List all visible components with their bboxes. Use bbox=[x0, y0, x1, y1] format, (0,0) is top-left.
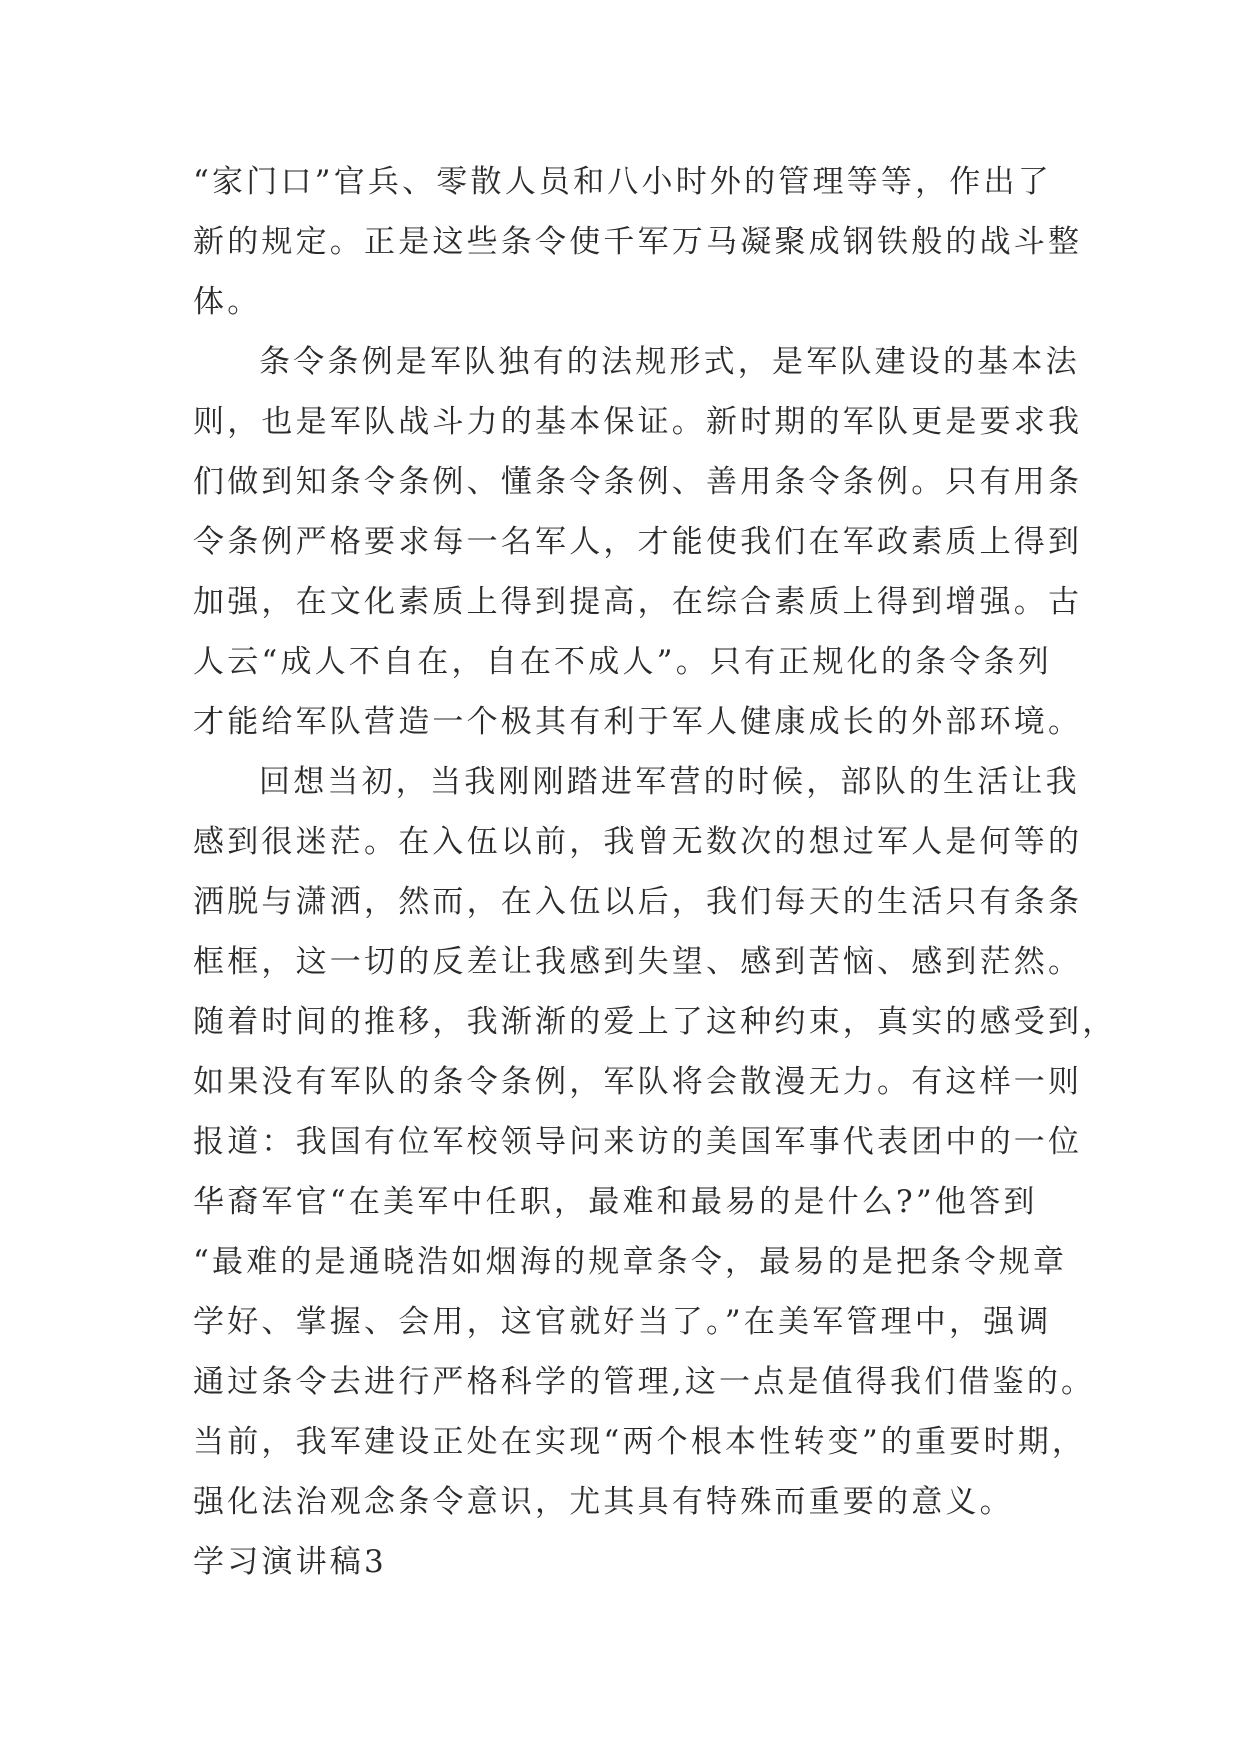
text-line: “最难的是通晓浩如烟海的规章条令，最易的是把条令规章 bbox=[193, 1244, 1068, 1280]
text-line: 框框，这一切的反差让我感到失望、感到苦恼、感到茫然。 bbox=[193, 944, 1083, 980]
text-line: 随着时间的推移，我渐渐的爱上了这种约束，真实的感受到， bbox=[193, 1004, 1117, 1040]
text-line: 条令条例是军队独有的法规形式，是军队建设的基本法 bbox=[259, 344, 1080, 380]
paragraph-3 bbox=[193, 752, 1117, 1532]
text-line: 回想当初，当我刚刚踏进军营的时候，部队的生活让我 bbox=[259, 764, 1080, 800]
text-line: 们做到知条令条例、懂条令条例、善用条令条例。只有用条 bbox=[193, 464, 1083, 500]
text-line: 感到很迷茫。在入伍以前，我曾无数次的想过军人是何等的 bbox=[193, 824, 1083, 860]
paragraph-1 bbox=[193, 152, 1083, 332]
text-line: 则，也是军队战斗力的基本保证。新时期的军队更是要求我 bbox=[193, 404, 1083, 440]
section-heading: 学习演讲稿3 bbox=[193, 1544, 387, 1580]
text-line: 强化法治观念条令意识，尤其具有特殊而重要的意义。 bbox=[193, 1484, 1014, 1520]
text-line: 如果没有军队的条令条例，军队将会散漫无力。有这样一则 bbox=[193, 1064, 1083, 1100]
text-line: 当前，我军建设正处在实现“两个根本性转变”的重要时期， bbox=[193, 1424, 1087, 1460]
text-line: 华裔军官“在美军中任职，最难和最易的是什么?”他答到 bbox=[193, 1184, 1038, 1220]
text-line: 报道：我国有位军校领导问来访的美国军事代表团中的一位 bbox=[193, 1124, 1083, 1160]
text-line: 洒脱与潇洒，然而，在入伍以后，我们每天的生活只有条条 bbox=[193, 884, 1083, 920]
text-line: 体。 bbox=[193, 284, 262, 320]
text-line: 令条例严格要求每一名军人，才能使我们在军政素质上得到 bbox=[193, 524, 1083, 560]
text-line: 新的规定。正是这些条令使千军万马凝聚成钢铁般的战斗整 bbox=[193, 224, 1083, 260]
text-line: 加强，在文化素质上得到提高，在综合素质上得到增强。古 bbox=[193, 584, 1083, 620]
paragraph-2 bbox=[193, 332, 1083, 752]
text-line: 通过条令去进行严格科学的管理,这一点是值得我们借鉴的。 bbox=[193, 1364, 1096, 1400]
text-line: 才能给军队营造一个极其有利于军人健康成长的外部环境。 bbox=[193, 704, 1083, 740]
text-line: 人云“成人不自在，自在不成人”。只有正规化的条令条列 bbox=[193, 644, 1052, 680]
document-body bbox=[193, 152, 1117, 1592]
text-line: “家门口”官兵、零散人员和八小时外的管理等等，作出了 bbox=[193, 164, 1052, 200]
text-line: 学好、掌握、会用，这官就好当了。”在美军管理中，强调 bbox=[193, 1304, 1052, 1340]
